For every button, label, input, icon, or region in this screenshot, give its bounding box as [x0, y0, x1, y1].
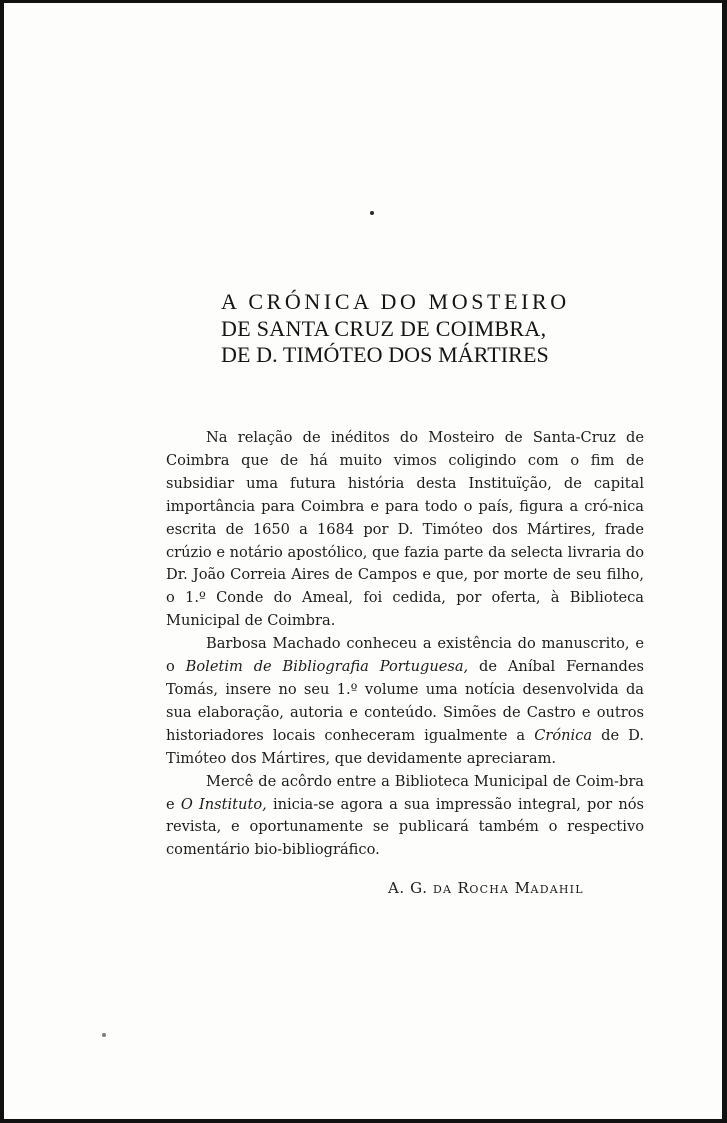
paragraph-2-text: de Aníbal Fernandes Tomás, insere no seu 1.º volume uma notícia desenvolvida da sua elaboração, autoria e conteúdo. Simões de Castro e outros historiadores locais conheceram igualmente a: [166, 658, 644, 744]
article-body: [166, 427, 644, 862]
ink-speck: [102, 1033, 106, 1037]
instituto-title: O Instituto,: [180, 795, 267, 813]
paragraph-1: Na relação de inéditos do Mosteiro de Santa-Cruz de Coimbra que de há muito vimos coligindo com o fim de subsidiar uma futura história desta Instituïção, de capital importância para Coimbra e para todo o país, figura a cró-nica escrita de 1650 a 1684 por D. Timóteo dos Mártires, frade crúzio e notário apostólico, que fazia parte da selecta livraria do Dr. João Correia Aires de Campos e que, por morte de seu filho, o 1.º Conde do Ameal, foi cedida, por oferta, à Biblioteca Municipal de Coimbra.: [166, 429, 644, 630]
ink-speck: [370, 211, 374, 215]
paragraph-2-text: Barbosa Machado conheceu a existência do manuscrito, e o: [166, 635, 644, 676]
title-line-2: DE SANTA CRUZ DE COIMBRA,: [221, 315, 547, 341]
paragraph-2: [166, 633, 644, 770]
signature-madahil-text: MADAHIL: [514, 879, 584, 897]
paragraph-2-text: de D. Timóteo dos Mártires, que devidamente apreciaram.: [166, 726, 644, 767]
article-title: [221, 289, 641, 369]
signature-rocha-text: ROCHA: [457, 879, 510, 897]
boletim-title: Boletim de Bibliografia Portuguesa,: [185, 658, 469, 676]
signature-initials: A. G.: [388, 879, 428, 897]
cronica-title: Crónica: [534, 726, 593, 744]
signature-rocha: [458, 879, 510, 897]
paragraph-3-text: inicia-se agora a sua impressão integral, por nós revista, e oportunamente se publicará também o respectivo comentário bio-bibliográfico.: [166, 795, 645, 859]
paragraph-3-text: Mercê de acôrdo entre a Biblioteca Municipal de Coim-bra e: [166, 772, 644, 813]
title-line-3: DE D. TIMÓTEO DOS MÁRTIRES: [221, 342, 549, 367]
title-line-1: A CRÓNICA DO MOSTEIRO: [221, 289, 570, 314]
signature-madahil: [515, 879, 584, 897]
paragraph-3: [166, 771, 644, 863]
signature-da: DA: [432, 883, 453, 896]
author-signature: [388, 879, 648, 897]
